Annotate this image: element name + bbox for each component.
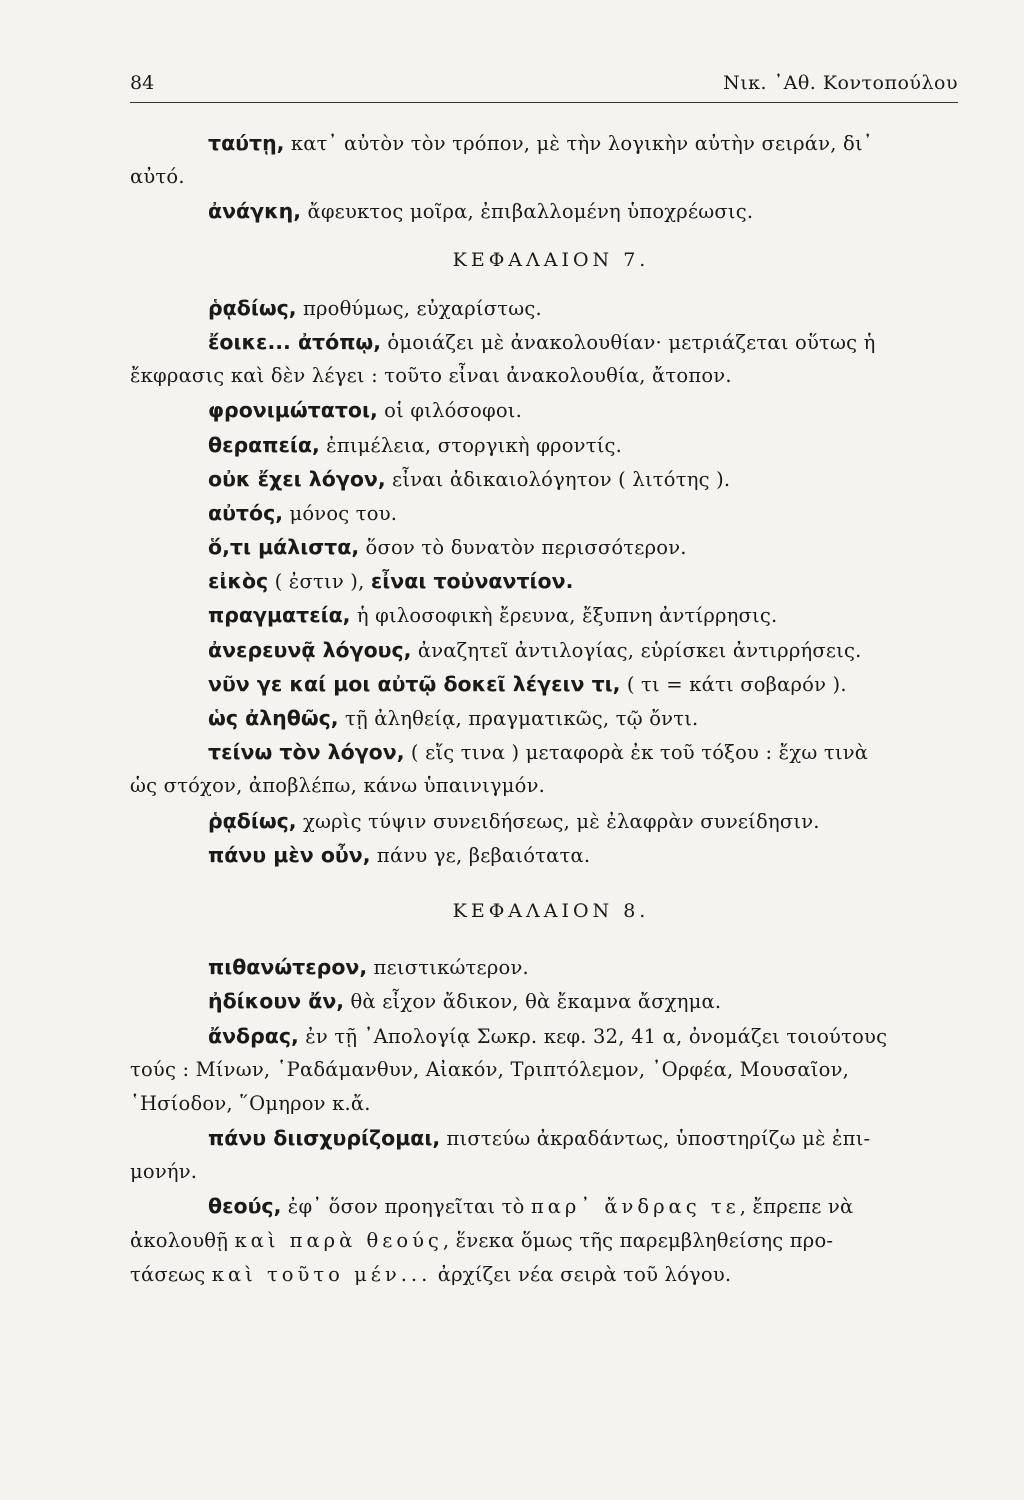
gloss-term: πάνυ μὲν οὖν, [208, 842, 371, 867]
gloss-definition: , ἔπρεπε νὰ [739, 1195, 854, 1219]
gloss-term: ἄνδρας, [208, 1023, 299, 1048]
gloss-definition: κατ᾿ αὐτὸν τὸν τρόπον, μὲ τὴν λογικὴν αὐτὴν σειράν, δι᾿ [284, 132, 873, 155]
continuation-line [130, 359, 958, 393]
gloss-term: εἶναι τοὐναντίον. [370, 569, 574, 594]
header-rule [130, 102, 958, 103]
gloss-definition: προθύμως, εὐχαρίστως. [296, 296, 542, 320]
gloss-definition: ἄφευκτος μοῖρα, ἐπιβαλλομένη ὑποχρέωσις. [301, 200, 754, 224]
gloss-term: ἀνάγκη, [208, 199, 302, 224]
glossary-entry [130, 838, 958, 872]
gloss-definition: ὅσον τὸ δυνατὸν περισσότερον. [359, 536, 687, 560]
page-number: 84 [130, 72, 155, 94]
gloss-definition: ( ἐστιν ), [268, 570, 371, 594]
gloss-definition: ἀρχίζει νέα σειρὰ τοῦ λόγου. [431, 1262, 732, 1286]
glossary-entry [130, 393, 958, 427]
glossary-entry [130, 462, 958, 496]
gloss-term: θεούς, [208, 1194, 282, 1219]
glossary-entry [130, 496, 958, 530]
gloss-term: ὡς ἀληθῶς, [208, 706, 339, 730]
gloss-definition: ἔκφρασις καὶ δὲν λέγει : τοῦτο εἶναι ἀνακολουθία, ἄτοπον. [130, 364, 732, 388]
gloss-term: ῥᾳδίως, [208, 295, 297, 320]
gloss-definition: τούς : Μίνων, ῾Ραδάμανθυν, Αἰακόν, Τριπτόλεμον, ᾿Ορφέα, Μουσαῖον, [130, 1057, 850, 1081]
gloss-definition: πειστικώτερον. [367, 956, 529, 980]
gloss-definition: ἐφ᾿ ὅσον προηγεῖται τὸ [281, 1195, 531, 1219]
gloss-definition: ( τι = κάτι σοβαρόν ). [620, 672, 847, 696]
glossary-entry [130, 1121, 958, 1155]
glossary-text [130, 126, 958, 1292]
page-header [130, 72, 958, 104]
gloss-definition: ( εἴς τινα ) μεταφορὰ ἐκ τοῦ τόξου : ἔχω τινὰ [404, 741, 869, 765]
gloss-definition: ῾Ησίοδον, ῞Ομηρον κ.ἄ. [130, 1091, 371, 1115]
gloss-definition: ἡ φιλοσοφικὴ ἔρευνα, ἔξυπνη ἀντίρρησις. [350, 604, 778, 628]
chapter-heading-8: ΚΕΦΑΛΑΙΟΝ 8. [452, 899, 650, 922]
glossary-entry [130, 1189, 958, 1223]
gloss-definition: τῇ ἀληθείᾳ, πραγματικῶς, τῷ ὄντι. [338, 707, 699, 730]
gloss-definition: αὐτό. [130, 165, 185, 189]
glossary-entry [130, 598, 958, 632]
gloss-term: εἰκὸς [208, 569, 269, 594]
continuation-line [130, 1053, 958, 1087]
glossary-entry [130, 291, 958, 325]
gloss-term: νῦν γε καί μοι αὐτῷ δοκεῖ λέγειν τι, [208, 671, 621, 696]
glossary-entry [130, 428, 958, 462]
continuation-line [130, 1155, 958, 1189]
glossary-entry [130, 564, 958, 598]
gloss-definition: οἱ φιλόσοφοι. [377, 399, 523, 423]
gloss-definition: τάσεως [130, 1262, 212, 1286]
gloss-term: ῥᾳδίως, [208, 808, 297, 833]
gloss-term: ταύτῃ, [208, 131, 285, 155]
gloss-definition: ἐπιμέλεια, στοργικὴ φροντίς. [319, 433, 623, 457]
continuation-line [130, 1258, 958, 1292]
glossary-entry [130, 804, 958, 838]
glossary-entry [130, 325, 958, 359]
gloss-definition: , ἕνεκα ὅμως τῆς παρεμβληθείσης προ- [442, 1228, 834, 1252]
running-head: Νικ. ᾿Αθ. Κοντοπούλου [723, 72, 958, 94]
spaced-quotation: καὶ τοῦτο μέν... [211, 1262, 432, 1286]
gloss-definition: ἀκολουθῇ [130, 1228, 235, 1252]
gloss-term: αὐτός, [208, 500, 284, 525]
glossary-entry [130, 950, 958, 984]
gloss-definition: ἐν τῇ ᾿Απολογίᾳ Σωκρ. κεφ. 32, 41 α, ὀνομάζει τοιούτους [298, 1024, 888, 1048]
glossary-entry [130, 701, 958, 735]
glossary-entry [130, 984, 958, 1018]
spaced-quotation: παρ᾿ ἄνδρας τε [530, 1195, 740, 1219]
gloss-term: πάνυ διισχυρίζομαι, [208, 1126, 441, 1151]
glossary-entry [130, 633, 958, 667]
glossary-entry [130, 126, 958, 160]
gloss-definition: θὰ εἶχον ἄδικον, θὰ ἔκαμνα ἄσχημα. [344, 990, 722, 1014]
glossary-entry [130, 194, 958, 228]
gloss-term: φρονιμώτατοι, [208, 398, 378, 423]
gloss-term: ἠδίκουν ἄν, [208, 989, 345, 1014]
gloss-definition: πάνυ γε, βεβαιότατα. [370, 843, 591, 867]
gloss-definition: εἶναι ἀδικαιολόγητον ( λιτότης ). [385, 467, 731, 491]
gloss-definition: χωρὶς τύψιν συνειδήσεως, μὲ ἐλαφρὰν συνείδησιν. [296, 809, 820, 833]
continuation-line [130, 1087, 958, 1121]
gloss-term: ἀνερευνᾷ λόγους, [208, 637, 412, 662]
glossary-entry [130, 1019, 958, 1053]
chapter-heading-7: ΚΕΦΑΛΑΙΟΝ 7. [452, 248, 650, 271]
gloss-term: οὐκ ἔχει λόγον, [208, 466, 386, 491]
gloss-term: θεραπεία, [208, 432, 320, 457]
gloss-definition: ὁμοιάζει μὲ ἀνακολουθίαν· μετριάζεται οὕτως ἡ [381, 330, 876, 354]
glossary-entry [130, 530, 958, 564]
gloss-definition: ὡς στόχον, ἀποβλέπω, κάνω ὑπαινιγμόν. [130, 774, 546, 798]
glossary-entry [130, 667, 958, 701]
gloss-term: τείνω τὸν λόγον, [208, 740, 405, 765]
continuation-line [130, 160, 958, 194]
gloss-definition: ἀναζητεῖ ἀντιλογίας, εὑρίσκει ἀντιρρήσεις. [411, 638, 862, 662]
spaced-quotation: καὶ παρὰ θεούς [234, 1228, 443, 1252]
gloss-definition: πιστεύω ἀκραδάντως, ὑποστηρίζω μὲ ἐπι- [440, 1127, 871, 1151]
gloss-term: πραγματεία, [208, 603, 351, 628]
gloss-definition: μονήν. [130, 1160, 198, 1184]
gloss-term: ἔοικε... ἀτόπῳ, [208, 329, 382, 354]
glossary-entry [130, 735, 958, 769]
continuation-line [130, 1224, 958, 1258]
continuation-line [130, 769, 958, 803]
gloss-definition: μόνος του. [283, 501, 398, 525]
gloss-term: πιθανώτερον, [208, 955, 368, 980]
gloss-term: ὅ,τι μάλιστα, [208, 535, 360, 560]
